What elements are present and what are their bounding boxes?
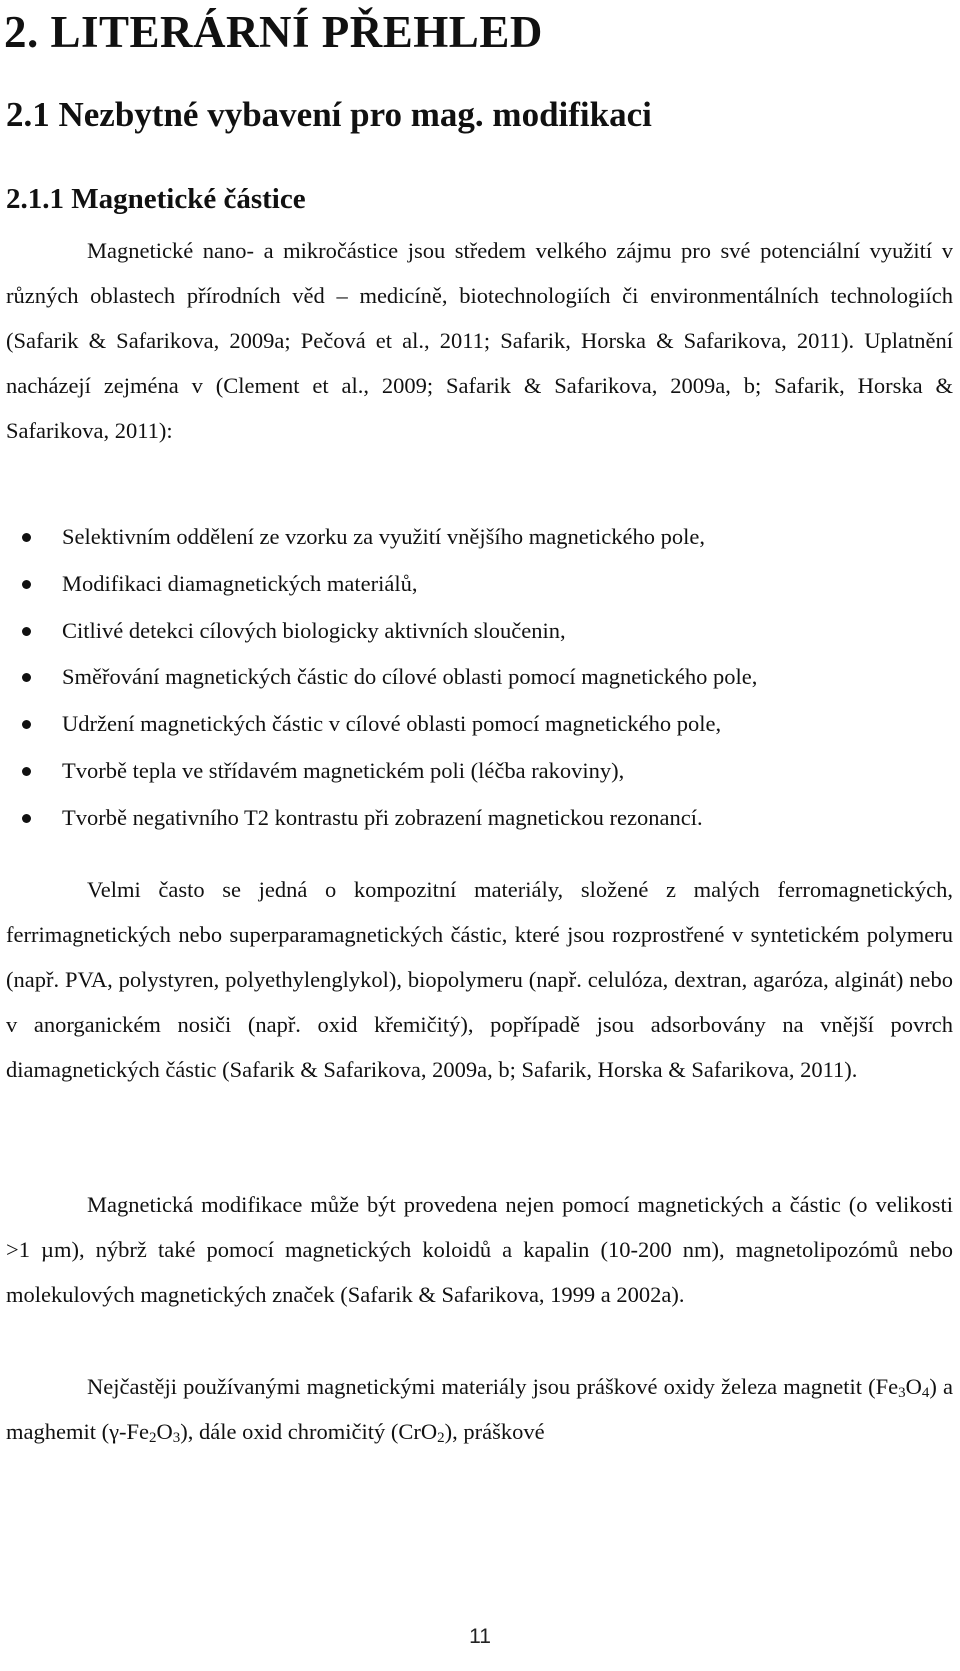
paragraph-intro xyxy=(6,228,953,453)
paragraph-intro-text: Magnetické nano- a mikročástice jsou středem velkého zájmu pro své potenciální využití v různých oblastech přírodních věd – medicíně, biotechnologiích či environmentálních technologiích (Safarik & Safarikova, 2009a; Pečová et al., 2011; Safarik, Horska & Safarikova, 2011). Uplatnění nacházejí zejména v (Clement et al., 2009; Safarik & Safarikova, 2009a, b; Safarik, Horska & Safarikova, 2011): xyxy=(6,238,953,443)
bullet-icon xyxy=(22,580,31,589)
bullet-icon xyxy=(22,720,31,729)
paragraph-composites-text: Velmi často se jedná o kompozitní materiály, složené z malých ferromagnetických, ferrimagnetických nebo superparamagnetických částic, které jsou rozprostřené v syntetickém polymeru (např. PVA, polystyren, polyethylenglykol), biopolymeru (např. celulóza, dextran, agaróza, alginát) nebo v anorganickém nosiči (např. oxid křemičitý), popřípadě jsou adsorbovány na vnější povrch diamagnetických částic (Safarik & Safarikova, 2009a, b; Safarik, Horska & Safarikova, 2011). xyxy=(6,877,953,1082)
bullet-icon xyxy=(22,814,31,823)
chapter-heading: 2. LITERÁRNÍ PŘEHLED xyxy=(4,7,543,57)
paragraph-modification-text: Magnetická modifikace může být provedena nejen pomocí magnetických a částic (o velikosti >1 µm), nýbrž také pomocí magnetických koloidů a kapalin (10-200 nm), magnetolipozómů nebo molekulových magnetických značek (Safarik & Safarikova, 1999 a 2002a). xyxy=(6,1192,953,1307)
subsection-heading: 2.1.1 Magnetické částice xyxy=(6,183,306,215)
paragraph-modification xyxy=(6,1182,953,1317)
list-item: Citlivé detekci cílových biologicky aktivních sloučenin, xyxy=(0,608,757,655)
list-item: Udržení magnetických částic v cílové oblasti pomocí magnetického pole, xyxy=(0,701,757,748)
list-item: Tvorbě tepla ve střídavém magnetickém poli (léčba rakoviny), xyxy=(0,748,757,795)
bullet-icon xyxy=(22,627,31,636)
list-item: Modifikaci diamagnetických materiálů, xyxy=(0,561,757,608)
paragraph-materials: Nejčastěji používanými magnetickými materiály jsou práškové oxidy železa magnetit $(Fe_3O_4)$ a maghemit $(\gamma-Fe_2O_3)$, dále oxid chromičitý (CrO$_2$), práškové xyxy=(6,1374,953,1446)
list-item: Tvorbě negativního T2 kontrastu při zobrazení magnetickou rezonancí. xyxy=(0,795,757,842)
bullet-icon xyxy=(22,533,31,542)
bullet-icon xyxy=(22,767,31,776)
list-item: Selektivním oddělení ze vzorku za využití vnějšího magnetického pole, xyxy=(0,514,757,561)
page-number: 11 xyxy=(469,1625,491,1648)
list-item: Směřování magnetických částic do cílové oblasti pomocí magnetického pole, xyxy=(0,654,757,701)
paragraph-composites xyxy=(6,867,953,1092)
applications-list xyxy=(0,514,757,842)
bullet-icon xyxy=(22,673,31,682)
section-heading: 2.1 Nezbytné vybavení pro mag. modifikaci xyxy=(6,95,652,134)
